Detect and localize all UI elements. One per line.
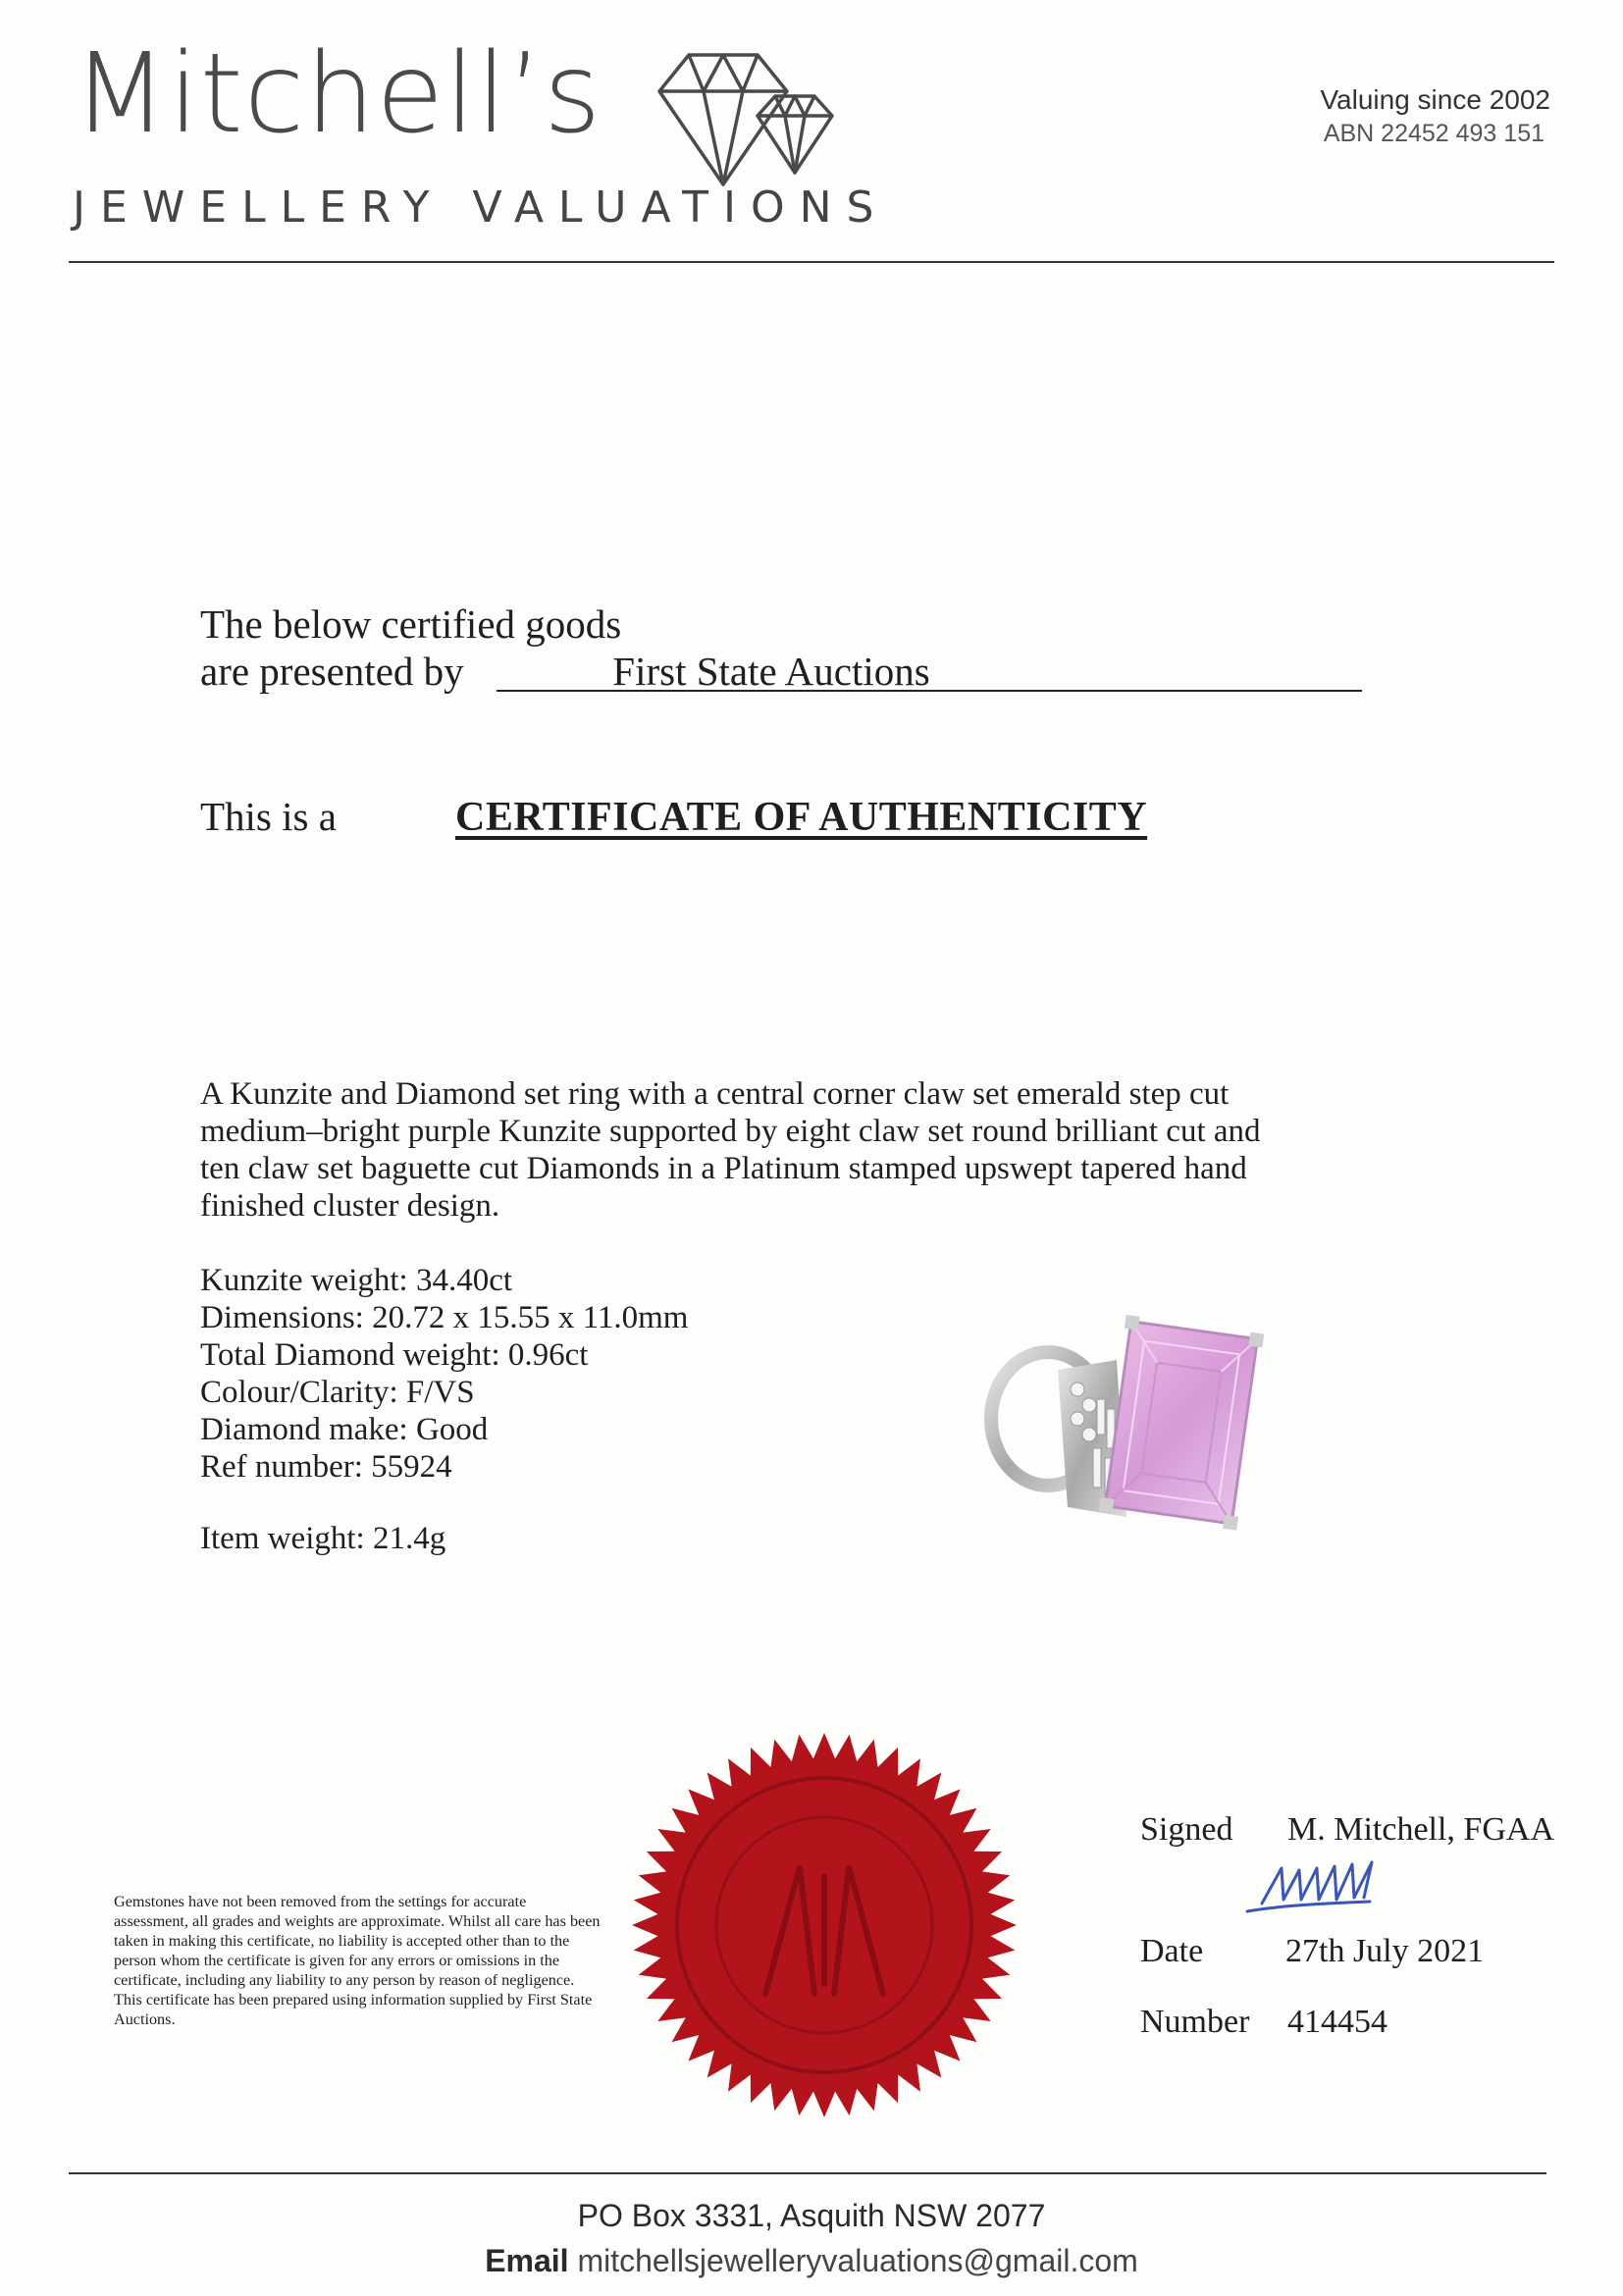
spec-ref-number: Ref number: 55924 xyxy=(200,1449,452,1485)
number-label: Number xyxy=(1140,2004,1250,2040)
item-description: A Kunzite and Diamond set ring with a central corner claw set emerald step cut medium–bright purple Kunzite supported by eight claw set round brilliant cut and ten claw set baguette cut Diamonds in a Platinum stamped upswept tapered hand finished cluster design. xyxy=(200,1076,1261,1224)
diamond-outline-icon xyxy=(650,47,836,194)
email-label: Email xyxy=(485,2243,569,2278)
spec-dimensions: Dimensions: 20.72 x 15.55 x 11.0mm xyxy=(200,1300,689,1335)
date-value: 27th July 2021 xyxy=(1285,1933,1485,1969)
number-value: 414454 xyxy=(1287,2004,1387,2040)
spec-diamond-weight: Total Diamond weight: 0.96ct xyxy=(200,1337,589,1373)
wax-seal-icon xyxy=(628,1729,1021,2121)
brand-subtitle: JEWELLERY VALUATIONS xyxy=(73,183,889,233)
footer-divider xyxy=(69,2172,1546,2174)
email-line xyxy=(0,2243,1623,2279)
ring-photo xyxy=(979,1311,1264,1556)
brand-name: Mitchell’s xyxy=(73,30,602,158)
date-label: Date xyxy=(1140,1933,1204,1969)
item-weight: Item weight: 21.4g xyxy=(200,1521,446,1556)
abn-number: ABN 22452 493 151 xyxy=(1323,120,1544,147)
presented-line-1: The below certified goods xyxy=(200,601,622,647)
certificate-title: CERTIFICATE OF AUTHENTICITY xyxy=(455,795,1148,840)
spec-diamond-make: Diamond make: Good xyxy=(200,1412,489,1447)
signed-value: M. Mitchell, FGAA xyxy=(1287,1811,1554,1848)
email-address[interactable]: mitchellsjewelleryvaluations@gmail.com xyxy=(577,2243,1138,2278)
handwritten-signature xyxy=(1242,1854,1439,1923)
signed-label: Signed xyxy=(1140,1811,1233,1848)
specs-list xyxy=(200,1262,688,1486)
presenter-name: First State Auctions xyxy=(612,649,930,694)
header-divider xyxy=(69,261,1554,263)
spec-kunzite-weight: Kunzite weight: 34.40ct xyxy=(200,1263,513,1298)
valuing-since: Valuing since 2002 xyxy=(1320,84,1550,115)
disclaimer-text: Gemstones have not been removed from the settings for accurate assessment, all grades and weights are approximate. Whilst all care has been taken in making this certificate, no liability is accepted other than to the person whom the certificate is given for any errors or omissions in the certificate, including any liability to any person by reason of negligence. This certificate has been prepared using information supplied by First State Auctions. xyxy=(114,1893,601,2028)
presented-line-2: are presented by xyxy=(200,649,464,694)
postal-address: PO Box 3331, Asquith NSW 2077 xyxy=(577,2198,1046,2233)
certificate-lead: This is a xyxy=(200,794,337,839)
spec-colour-clarity: Colour/Clarity: F/VS xyxy=(200,1375,475,1410)
